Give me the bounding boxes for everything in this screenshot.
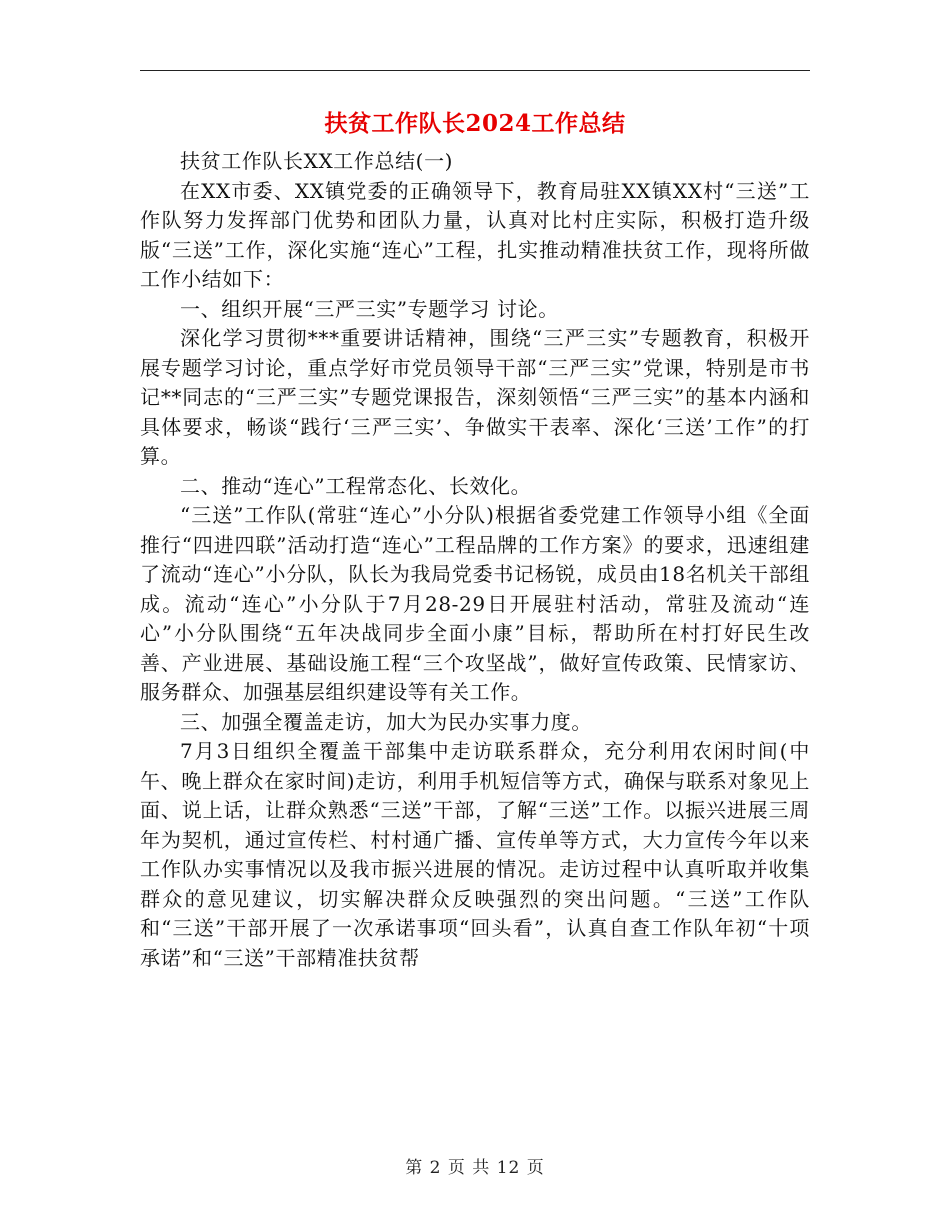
section-paragraph-1: 深化学习贯彻***重要讲话精神，围绕“三严三实”专题教育，积极开展专题学习讨论，重点学好市党员领导干部“三严三实”党课，特别是市书记**同志的“三严三实”专题党课报告，深刻领悟“三严三实”的基本内涵和具体要求，畅谈“践行‘三严三实’、争做实干表率、深化‘三送’工作”的打算。 bbox=[140, 326, 810, 468]
header-rule bbox=[140, 70, 810, 71]
intro-paragraph: 在XX市委、XX镇党委的正确领导下，教育局驻XX镇XX村“三送”工作队努力发挥部门优势和团队力量，认真对比村庄实际，积极打造升级版“三送”工作，深化实施“连心”工程，扎实推动精准扶贫工作，现将所做工作小结如下： bbox=[140, 178, 810, 291]
section-heading-3: 三、加强全覆盖走访，加大为民办实事力度。 bbox=[180, 709, 592, 734]
page-footer: 第 2 页 共 12 页 bbox=[405, 1158, 545, 1178]
section-paragraph-2: “三送”工作队(常驻“连心”小分队)根据省委党建工作领导小组《全面推行“四进四联”活动打造“连心”工程品牌的工作方案》的要求，迅速组建了流动“连心”小分队，队长为我局党委书记杨锐，成员由18名机关干部组成。流动“连心”小分队于7月28-29日开展驻村活动，常驻及流动“连心”小分队围绕“五年决战同步全面小康”目标，帮助所在村打好民生改善、产业进展、基础设施工程“三个攻坚战”，做好宣传政策、民情家访、服务群众、加强基层组织建设等有关工作。 bbox=[140, 503, 810, 704]
subtitle-paragraph: 扶贫工作队长XX工作总结(一) bbox=[180, 149, 454, 173]
section-paragraph-3: 7月3日组织全覆盖干部集中走访联系群众，充分利用农闲时间(中午、晚上群众在家时间)走访，利用手机短信等方式，确保与联系对象见上面、说上话，让群众熟悉“三送”干部，了解“三送”工作。以振兴进展三周年为契机，通过宣传栏、村村通广播、宣传单等方式，大力宣传今年以来工作队办实事情况以及我市振兴进展的情况。走访过程中认真听取并收集群众的意见建议，切实解决群众反映强烈的突出问题。“三送”工作队和“三送”干部开展了一次承诺事项“回头看”，认真自查工作队年初“十项承诺”和“三送”干部精准扶贫帮 bbox=[140, 739, 810, 970]
document-title: 扶贫工作队长2024工作总结 bbox=[324, 110, 626, 137]
section-heading-2: 二、推动“连心”工程常态化、长效化。 bbox=[180, 473, 532, 498]
section-heading-1: 一、组织开展“三严三实”专题学习 讨论。 bbox=[180, 296, 559, 321]
document-body bbox=[140, 147, 810, 973]
